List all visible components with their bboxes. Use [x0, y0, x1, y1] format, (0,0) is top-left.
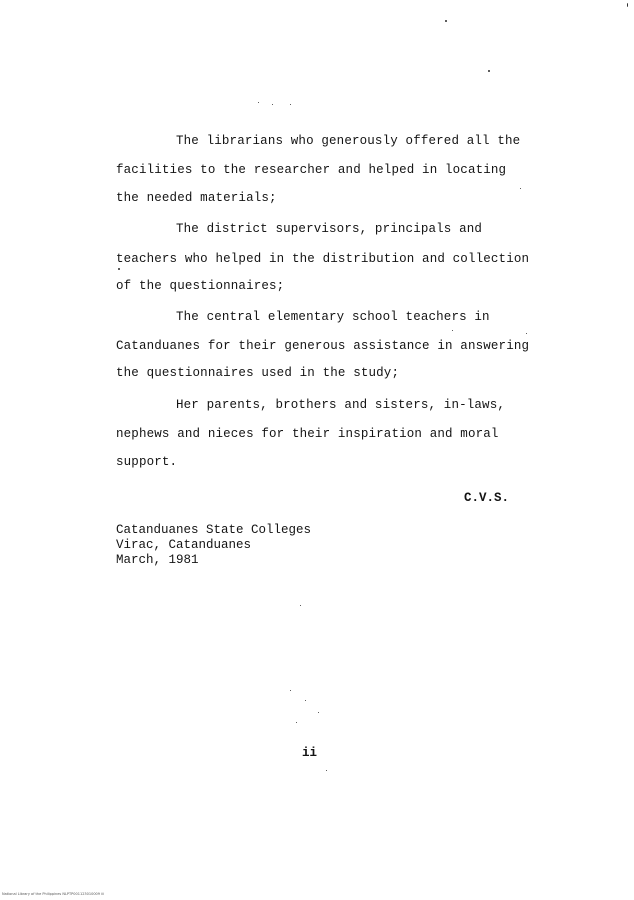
- scan-speck: [272, 104, 273, 105]
- paragraph-4-line-1: Her parents, brothers and sisters, in-laws,: [176, 398, 506, 412]
- scan-footer: National Library of the Philippines NLPTP001123010009 iii: [2, 892, 105, 896]
- paragraph-1-line-2: facilities to the researcher and helped in locating: [116, 163, 507, 177]
- page-number: ii: [302, 746, 318, 760]
- paragraph-2-line-3: of the questionnaires;: [116, 279, 285, 293]
- scan-speck: [326, 770, 327, 771]
- signature-initials: C.V.S.: [464, 491, 510, 505]
- place-date-block: [116, 523, 311, 568]
- scan-speck: [300, 605, 301, 606]
- scan-speck: [290, 690, 291, 691]
- scan-speck: [526, 333, 527, 334]
- paragraph-2-line-1: The district supervisors, principals and: [176, 222, 483, 236]
- scan-speck: [296, 722, 297, 723]
- location-line: Virac, Catanduanes: [116, 538, 252, 552]
- scan-speck: [488, 70, 490, 72]
- paragraph-4-line-2: nephews and nieces for their inspiration and moral: [116, 427, 499, 441]
- scan-speck: [258, 102, 259, 103]
- scan-speck: [318, 712, 319, 713]
- scan-speck: [520, 188, 521, 189]
- institution-line: Catanduanes State Colleges: [116, 523, 312, 537]
- paragraph-2-line-2: teachers who helped in the distribution and collection: [116, 252, 530, 266]
- paragraph-3-line-1: The central elementary school teachers in: [176, 310, 490, 324]
- scan-speck: [305, 700, 306, 701]
- paragraph-3-line-3: the questionnaires used in the study;: [116, 366, 400, 380]
- scan-speck: [290, 104, 291, 105]
- paragraph-1-line-3: the needed materials;: [116, 191, 277, 205]
- scan-speck: [445, 20, 447, 22]
- scan-speck: [118, 268, 120, 270]
- paragraph-1-line-1: The librarians who generously offered all the: [176, 134, 521, 148]
- paragraph-4-line-3: support.: [116, 455, 178, 469]
- scan-speck: [452, 330, 453, 331]
- scan-speck: [627, 3, 628, 7]
- date-line: March, 1981: [116, 553, 199, 567]
- paragraph-3-line-2: Catanduanes for their generous assistance in answering: [116, 339, 530, 353]
